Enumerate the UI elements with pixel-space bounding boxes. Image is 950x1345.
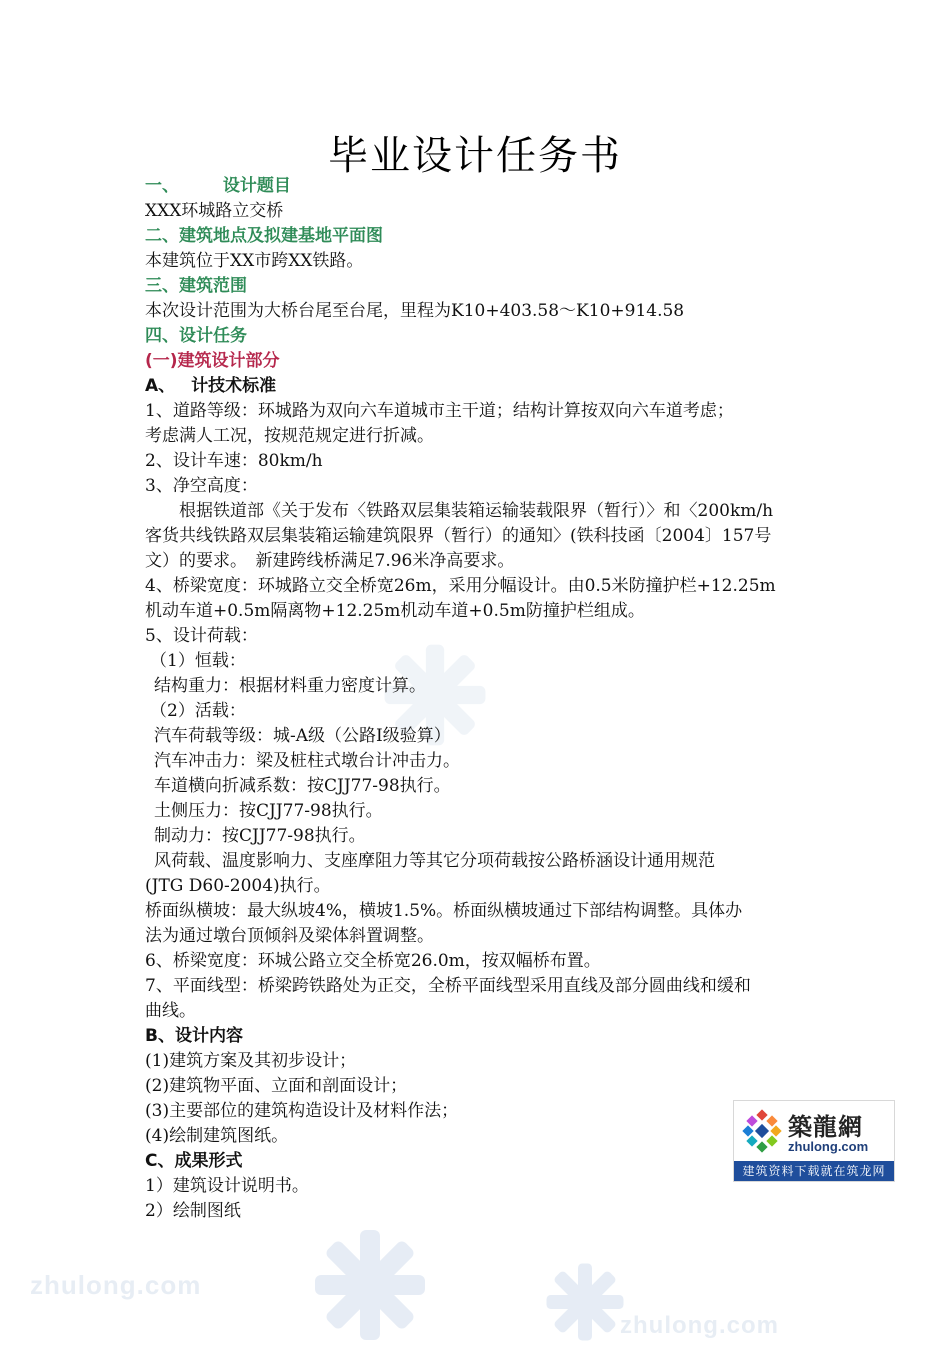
body-line: 6、桥梁宽度：环城公路立交全桥宽26.0m，按双幅桥布置。 [145,951,601,971]
watermark-text: zhulong.com [30,1270,202,1300]
heading-text: 一、 设计题目 [145,176,291,196]
body-line: 土侧压力：按CJJ77-98执行。 [154,801,383,821]
logo-name: 築龍網 [788,1113,863,1141]
watermark-flake-icon [310,1225,430,1345]
body-line: 本次设计范围为大桥台尾至台尾，里程为K10+403.58～K10+914.58 [145,301,685,321]
heading-text: 三、建筑范围 [145,276,247,296]
body-line: 1）建筑设计说明书。 [145,1176,309,1196]
body-line: 客货共线铁路双层集装箱运输建筑限界（暂行）的通知〉(铁科技函〔2004〕157号 [145,526,772,546]
section-heading [145,324,825,348]
body-line: 汽车荷载等级：城-A级（公路Ⅰ级验算） [154,726,451,746]
watermark-text: zhulong.com [620,1312,779,1339]
heading-text: 二、建筑地点及拟建基地平面图 [145,226,383,246]
heading-text: A、 计技术标准 [145,376,277,396]
body-line: 桥面纵横坡：最大纵坡4%，横坡1.5%。桥面纵横坡通过下部结构调整。具体办 [145,901,743,921]
body-line: 3、净空高度： [145,476,258,496]
body-line: （2）活载： [150,701,246,721]
subsection-heading [145,1149,825,1173]
logo-slogan: 建筑资料下载就在筑龙网 [734,1161,894,1181]
body-line: 考虑满人工况，按规范规定进行折减。 [145,426,434,446]
body-line: 制动力：按CJJ77-98执行。 [154,826,366,846]
heading-text: (一)建筑设计部分 [145,351,280,371]
logo-url: zhulong.com [788,1139,869,1154]
body-line: 文）的要求。 新建跨线桥满足7.96米净高要求。 [145,551,515,571]
subsection-heading [145,374,825,398]
body-line: 本建筑位于XX市跨XX铁路。 [145,251,364,271]
body-line: 汽车冲击力：梁及桩柱式墩台计冲击力。 [154,751,460,771]
body-line: 根据铁道部《关于发布〈铁路双层集装箱运输装载限界（暂行）〉和〈200km/h [145,501,774,521]
body-line: （1）恒载： [150,651,246,671]
body-line: 2、设计车速：80km/h [145,451,323,471]
body-line: 7、平面线型：桥梁跨铁路处为正交，全桥平面线型采用直线及部分圆曲线和缓和 [145,976,751,996]
heading-text: B、设计内容 [145,1026,243,1046]
body-line: 法为通过墩台顶倾斜及梁体斜置调整。 [145,926,434,946]
zhulong-logo [733,1100,895,1182]
body-line: 5、设计荷载： [145,626,258,646]
section-heading [145,224,825,248]
body-line: 车道横向折减系数：按CJJ77-98执行。 [154,776,451,796]
watermark-flake-icon [540,1260,630,1344]
body-line: XXX环城路立交桥 [145,201,284,221]
zhulong-flower-icon [740,1109,784,1153]
body-line: 曲线。 [145,1001,196,1021]
page-title: 毕业设计任务书 [328,133,622,179]
subsection-heading [145,349,825,373]
body-line: 1、道路等级：环城路为双向六车道城市主干道；结构计算按双向六车道考虑； [145,401,734,421]
body-line: 风荷载、温度影响力、支座摩阻力等其它分项荷载按公路桥涵设计通用规范 [154,851,715,871]
body-line: 机动车道+0.5m隔离物+12.25m机动车道+0.5m防撞护栏组成。 [145,601,645,621]
heading-text: C、成果形式 [145,1151,243,1171]
body-line: (2)建筑物平面、立面和剖面设计； [145,1076,408,1096]
section-heading [145,174,825,198]
section-heading [145,274,825,298]
body-line: 2）绘制图纸 [145,1201,241,1221]
body-line: (JTG D60-2004)执行。 [145,876,331,896]
body-line: 4、桥梁宽度：环城路立交全桥宽26m，采用分幅设计。由0.5米防撞护栏+12.25m [145,576,776,596]
body-line: 结构重力：根据材料重力密度计算。 [154,676,426,696]
subsection-heading [145,1024,825,1048]
body-line: (1)建筑方案及其初步设计； [145,1051,357,1071]
body-line: (3)主要部位的建筑构造设计及材料作法； [145,1101,459,1121]
heading-text: 四、设计任务 [145,326,247,346]
body-line: (4)绘制建筑图纸。 [145,1126,289,1146]
